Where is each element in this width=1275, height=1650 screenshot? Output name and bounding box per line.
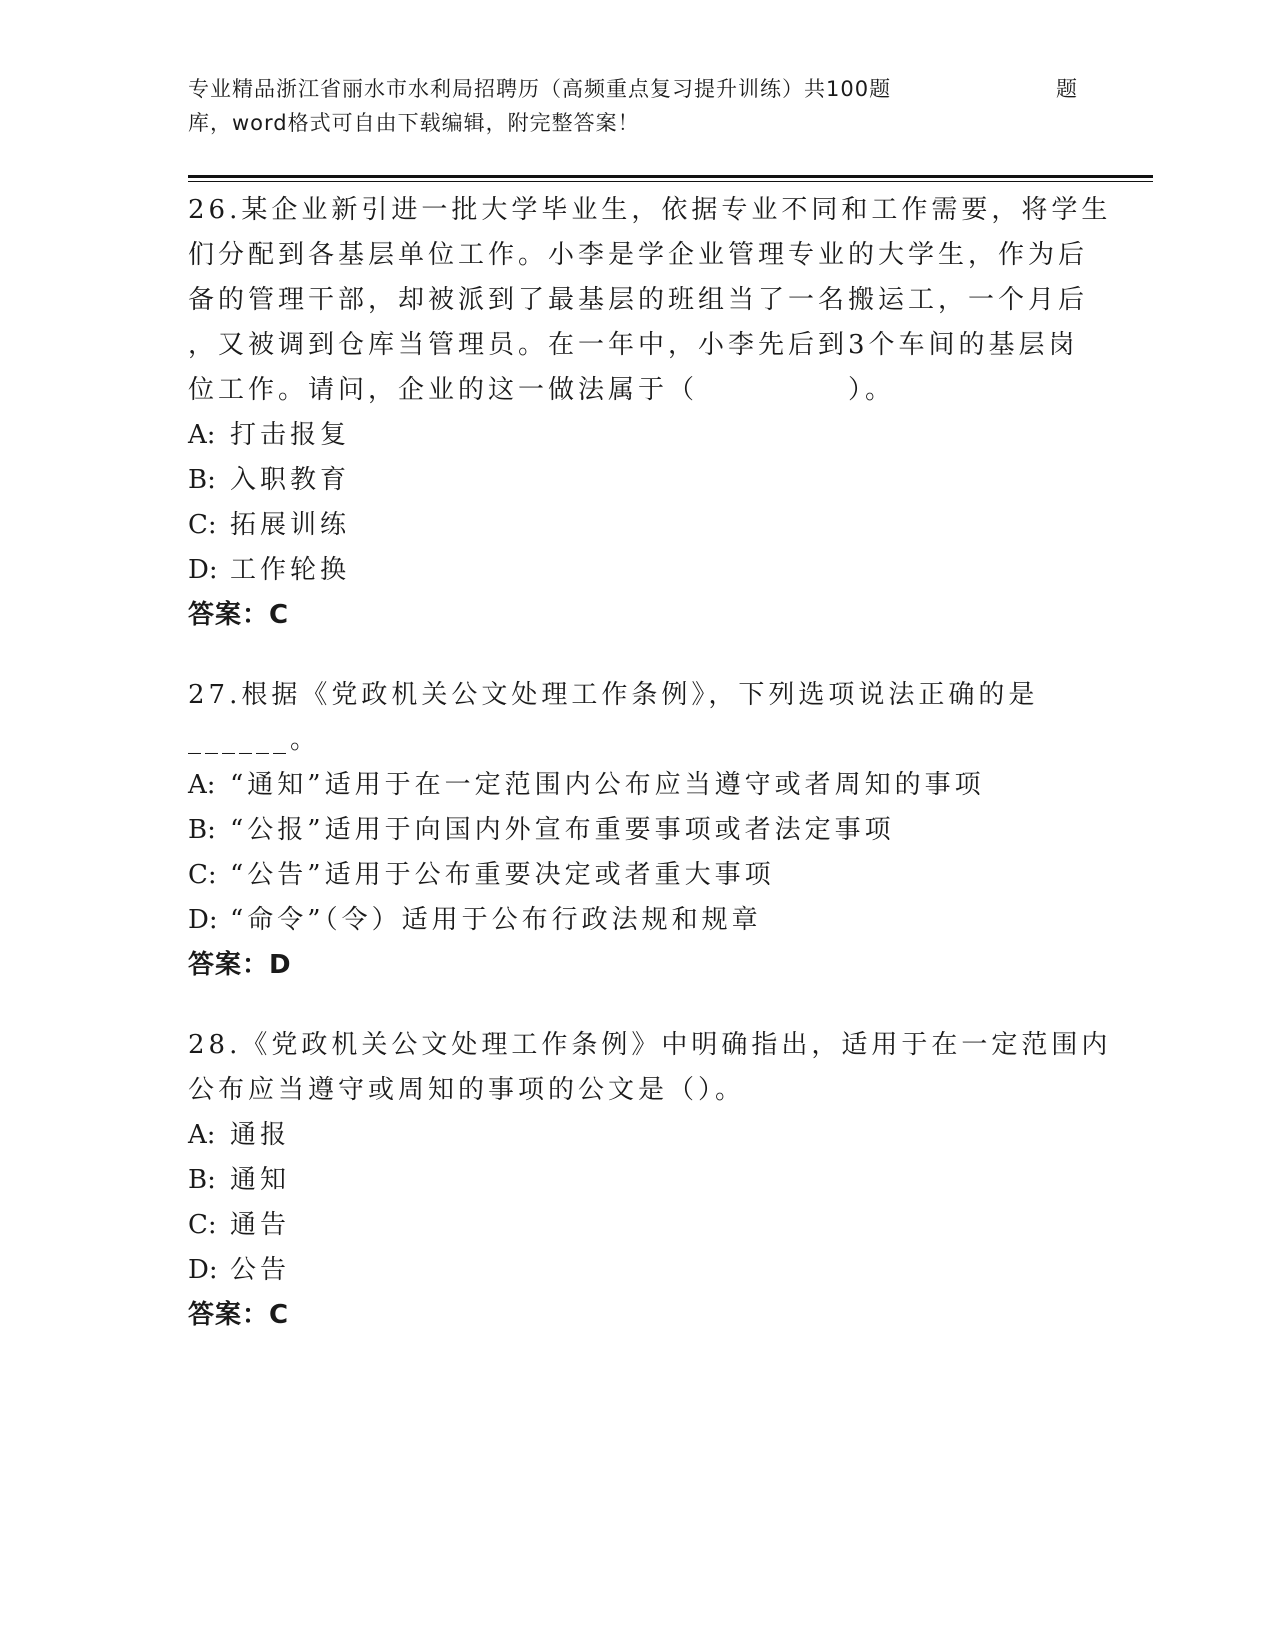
option-text: “通知”适用于在一定范围内公布应当遵守或者周知的事项 xyxy=(230,770,985,800)
option-text: 拓展训练 xyxy=(230,510,351,540)
option-text: 通报 xyxy=(230,1120,291,1150)
question-stem-line: 27.根据《党政机关公文处理工作条例》，下列选项说法正确的是 xyxy=(188,680,1039,710)
option-b xyxy=(188,808,1088,853)
question-list xyxy=(188,188,1112,1373)
option-key: B: xyxy=(188,1165,216,1195)
option-text: 通知 xyxy=(230,1165,291,1195)
option-text: 公告 xyxy=(230,1255,291,1285)
option-key: A: xyxy=(188,420,216,450)
header-line-1 xyxy=(188,72,1088,106)
page-header xyxy=(188,72,1088,140)
option-key: C: xyxy=(188,1210,217,1240)
question-stem-line: 26.某企业新引进一批大学毕业生，依据专业不同和工作需要，将学生 xyxy=(188,195,1112,225)
option-c xyxy=(188,503,1088,548)
question-28 xyxy=(188,1023,1112,1338)
option-c xyxy=(188,853,1088,898)
option-key: D: xyxy=(188,555,218,585)
option-text: 打击报复 xyxy=(230,420,351,450)
answer: 答案：C xyxy=(188,600,290,630)
option-d xyxy=(188,1248,1088,1293)
header-title: 专业精品浙江省丽水市水利局招聘历（高频重点复习提升训练）共100题 xyxy=(188,77,892,101)
header-divider-thin xyxy=(188,181,1153,182)
question-stem-line: 28.《党政机关公文处理工作条例》中明确指出，适用于在一定范围内 xyxy=(188,1030,1112,1060)
option-key: B: xyxy=(188,465,216,495)
question-stem-line: 们分配到各基层单位工作。小李是学企业管理专业的大学生，作为后 xyxy=(188,240,1089,270)
option-key: B: xyxy=(188,815,216,845)
question-26 xyxy=(188,188,1112,638)
header-divider xyxy=(188,175,1153,178)
option-key: C: xyxy=(188,860,217,890)
option-text: 工作轮换 xyxy=(230,555,351,585)
answer: 答案：C xyxy=(188,1300,290,1330)
option-a xyxy=(188,1113,1088,1158)
option-d xyxy=(188,898,1088,943)
option-b xyxy=(188,1158,1088,1203)
option-key: D: xyxy=(188,1255,218,1285)
question-stem-line: 公布应当遵守或周知的事项的公文是（）。 xyxy=(188,1075,746,1105)
option-a xyxy=(188,763,1088,808)
option-key: A: xyxy=(188,1120,216,1150)
question-27 xyxy=(188,673,1088,988)
question-stem-line: 备的管理干部，却被派到了最基层的班组当了一名搬运工，一个月后 xyxy=(188,285,1089,315)
question-stem-line: ，又被调到仓库当管理员。在一年中，小李先后到3个车间的基层岗 xyxy=(188,330,1079,360)
header-line-2: 库，word格式可自由下载编辑，附完整答案！ xyxy=(188,111,640,135)
option-key: D: xyxy=(188,905,218,935)
option-text: 入职教育 xyxy=(230,465,351,495)
header-title-tail: 题 xyxy=(1056,77,1078,101)
option-a xyxy=(188,413,1088,458)
option-text: 通告 xyxy=(230,1210,291,1240)
option-d xyxy=(188,548,1088,593)
question-stem-line: 位工作。请问，企业的这一做法属于（ ）。 xyxy=(188,375,896,405)
option-b xyxy=(188,458,1088,503)
option-text: “公告”适用于公布重要决定或者重大事项 xyxy=(230,860,775,890)
option-key: A: xyxy=(188,770,216,800)
answer: 答案：D xyxy=(188,950,292,980)
question-stem-line: ______。 xyxy=(188,725,321,755)
option-text: “命令”（令）适用于公布行政法规和规章 xyxy=(230,905,762,935)
option-key: C: xyxy=(188,510,217,540)
option-c xyxy=(188,1203,1088,1248)
option-text: “公报”适用于向国内外宣布重要事项或者法定事项 xyxy=(230,815,895,845)
